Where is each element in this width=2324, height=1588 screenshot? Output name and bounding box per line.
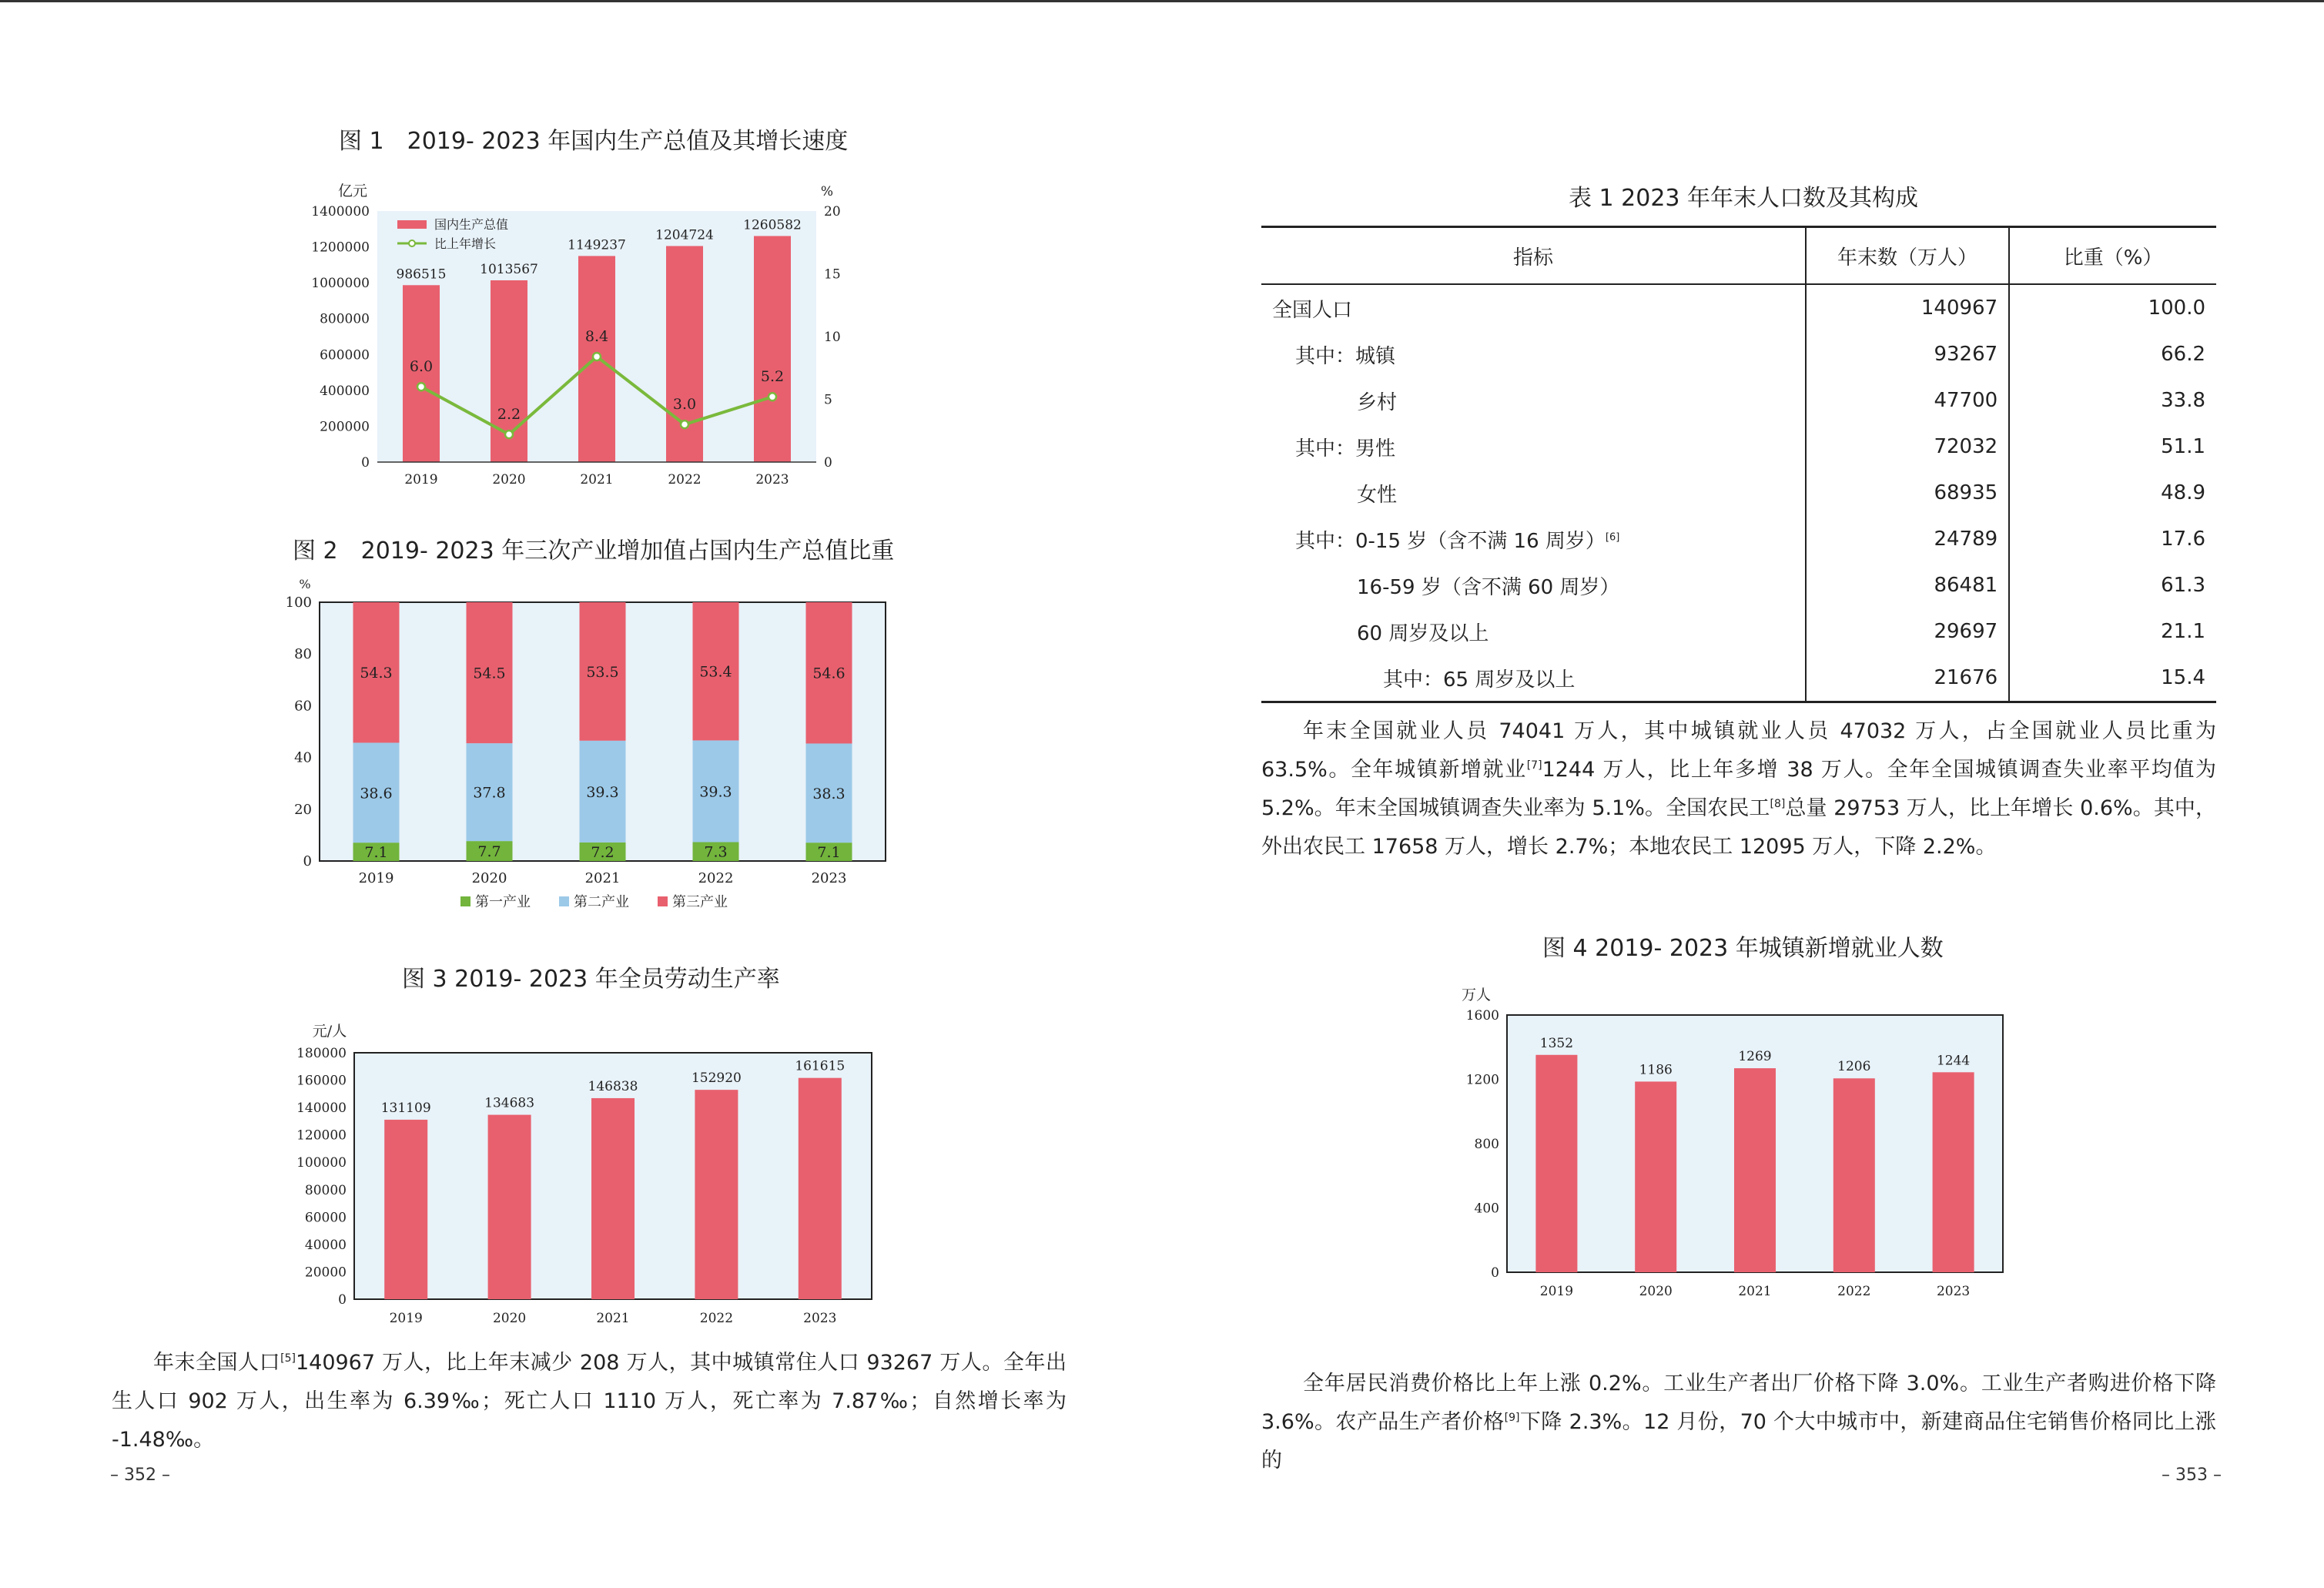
y-axis-unit: % — [299, 577, 311, 591]
x-tick-label: 2023 — [755, 472, 789, 487]
y-tick-label: 1000000 — [311, 276, 370, 292]
segment-label: 37.8 — [473, 784, 506, 802]
y2-tick-label: 20 — [824, 204, 841, 219]
y-tick-label: 1600 — [1465, 1008, 1499, 1023]
row-value: 21676 — [1806, 655, 2009, 702]
segment-label: 53.5 — [586, 663, 619, 681]
row-value: 93267 — [1806, 331, 2009, 377]
bar-label: 146838 — [588, 1078, 638, 1094]
row-label-text: 全国人口 — [1272, 298, 1353, 322]
row-share: 66.2 — [2161, 343, 2205, 366]
fig3-chart — [293, 1020, 893, 1332]
row-label-text: 其中：男性 — [1295, 437, 1396, 461]
bar-label: 1244 — [1936, 1053, 1971, 1069]
para-text: 下降 2.3%。12 月份，70 个大中城市中，新建商品住宅销售价格同比上涨的 — [1261, 1410, 2216, 1472]
para-text: 年末全国就业人员 74041 万人，其中城镇就业人员 47032 万人，占全国就业人员比重为 63.5%。全年城镇新增就业 — [1261, 719, 2216, 782]
growth-point — [769, 393, 776, 400]
bar — [1833, 1078, 1875, 1272]
x-tick-label: 2022 — [698, 870, 734, 886]
segment-label: 39.3 — [586, 783, 619, 801]
row-share: 15.4 — [2161, 666, 2205, 689]
growth-point — [505, 431, 513, 438]
y-tick-label: 800 — [1474, 1137, 1499, 1152]
y2-tick-label: 10 — [824, 330, 841, 345]
footnote-ref-8[interactable]: [8] — [1770, 798, 1786, 810]
row-share: 17.6 — [2161, 528, 2205, 551]
x-tick-label: 2023 — [1936, 1284, 1971, 1299]
y2-tick-label: 0 — [824, 455, 832, 471]
x-tick-label: 2023 — [811, 870, 847, 886]
segment-label: 53.4 — [699, 663, 732, 681]
row-label — [1261, 377, 1806, 424]
segment-label: 54.3 — [360, 665, 393, 682]
legend-label-growth: 比上年增长 — [434, 236, 497, 251]
y-tick-label: 600000 — [320, 347, 370, 363]
y-tick-label: 140000 — [296, 1101, 347, 1117]
x-tick-label: 2019 — [358, 870, 394, 886]
row-value: 47700 — [1806, 377, 2009, 424]
segment-label: 7.1 — [817, 844, 841, 862]
y-tick-label: 0 — [1491, 1265, 1499, 1281]
right-page — [1162, 0, 2324, 1588]
fig3-svg — [293, 1020, 893, 1332]
para-text: 年末全国人口 — [153, 1351, 281, 1375]
bar — [1535, 1055, 1577, 1272]
row-share: 51.1 — [2161, 435, 2205, 458]
segment-label: 7.2 — [591, 843, 614, 861]
segment-label: 7.1 — [364, 844, 388, 862]
bar — [384, 1120, 427, 1299]
bar-label: 1269 — [1738, 1049, 1772, 1065]
y2-axis-unit: % — [820, 184, 834, 199]
growth-label: 3.0 — [672, 396, 697, 414]
y-tick-label: 0 — [338, 1292, 347, 1308]
y-tick-label: 400000 — [320, 383, 370, 399]
row-share: 21.1 — [2161, 620, 2205, 643]
y-tick-label: 20000 — [304, 1265, 347, 1281]
growth-label: 6.0 — [409, 358, 434, 376]
y-tick-label: 40000 — [304, 1237, 347, 1253]
row-value: 24789 — [1806, 516, 2009, 562]
y-tick-label: 20 — [294, 801, 312, 818]
growth-point — [593, 353, 601, 360]
y-tick-label: 800000 — [320, 311, 370, 327]
x-tick-label: 2020 — [492, 1311, 527, 1326]
segment-label: 38.3 — [812, 785, 846, 802]
bar-label: 1206 — [1837, 1059, 1871, 1075]
gdp-bar-label: 1013567 — [480, 261, 538, 277]
row-value: 140967 — [1806, 284, 2009, 331]
bar-label: 131109 — [380, 1100, 431, 1116]
table-row — [1261, 608, 2216, 655]
row-value: 86481 — [1806, 562, 2009, 608]
bar — [695, 1090, 738, 1299]
x-tick-label: 2020 — [492, 472, 526, 487]
segment-label: 7.7 — [477, 843, 501, 861]
segment-label: 54.5 — [473, 665, 506, 682]
footnote-ref-5[interactable]: [5] — [280, 1352, 296, 1365]
y-tick-label: 1200 — [1465, 1072, 1499, 1088]
bar — [799, 1078, 842, 1299]
row-value: 29697 — [1806, 608, 2009, 655]
growth-label: 2.2 — [497, 406, 521, 424]
x-tick-label: 2020 — [471, 870, 507, 886]
col-header-share: 比重（%） — [2009, 227, 2216, 285]
table-row — [1261, 424, 2216, 470]
growth-point — [417, 383, 425, 390]
table-row — [1261, 377, 2216, 424]
col-header-indicator: 指标 — [1261, 227, 1806, 285]
table-row — [1261, 655, 2216, 702]
row-label — [1261, 424, 1806, 470]
y-tick-label: 0 — [361, 455, 370, 471]
row-label — [1261, 284, 1806, 331]
row-label — [1261, 470, 1806, 516]
y-tick-label: 100000 — [296, 1155, 347, 1171]
gdp-bar — [666, 246, 703, 462]
page-number-left: – 352 – — [110, 1466, 170, 1485]
growth-label: 5.2 — [760, 368, 785, 386]
fig1-svg — [293, 179, 893, 494]
y-tick-label: 0 — [303, 853, 312, 869]
x-tick-label: 2021 — [596, 1311, 630, 1326]
row-label — [1261, 516, 1806, 562]
segment-label: 7.3 — [704, 843, 728, 861]
bar-label: 134683 — [484, 1095, 535, 1111]
legend-swatch — [559, 896, 569, 906]
legend-label-gdp: 国内生产总值 — [434, 217, 509, 232]
para-text: 140967 万人，比上年末减少 208 万人，其中城镇常住人口 93267 万人。全年出生人口 902 万人，出生率为 6.39‰；死亡人口 1110 万人，死亡率为 7.87‰；自然增长率为 -1.48‰。 — [112, 1351, 1067, 1452]
x-tick-label: 2019 — [389, 1311, 423, 1326]
row-label-text: 60 周岁及以上 — [1357, 621, 1489, 645]
fig4-chart — [1447, 986, 2032, 1302]
para-text: 全年居民消费价格比上年上涨 0.2%。工业生产者出厂价格下降 3.0%。工业生产者购进价格下降 3.6%。农产品生产者价格 — [1261, 1372, 2216, 1434]
legend-marker-growth — [409, 240, 415, 246]
fig2-chart — [285, 578, 901, 916]
bar — [1635, 1081, 1676, 1272]
bar-label: 1186 — [1639, 1062, 1673, 1078]
population-table — [1261, 226, 2216, 703]
para-text: 1244 万人，比上年多增 38 万人。全年全国城镇调查失业率平均值为 5.2%。年末全国城镇调查失业率为 5.1%。全国农民工 — [1261, 758, 2216, 820]
footnote-ref-7[interactable]: [7] — [1526, 759, 1542, 772]
y-tick-label: 400 — [1474, 1201, 1499, 1217]
table-row — [1261, 562, 2216, 608]
growth-point — [681, 420, 688, 428]
x-tick-label: 2021 — [1738, 1284, 1772, 1299]
col-header-value: 年末数（万人） — [1806, 227, 2009, 285]
bar — [488, 1115, 531, 1299]
fig1-title: 图 1 2019- 2023 年国内生产总值及其增长速度 — [339, 128, 849, 155]
y-axis-unit: 元/人 — [312, 1023, 347, 1040]
segment-label: 39.3 — [699, 783, 732, 801]
x-tick-label: 2022 — [1837, 1284, 1871, 1299]
legend-swatch — [658, 896, 668, 906]
table-header-row — [1261, 227, 2216, 285]
y-axis-unit: 亿元 — [337, 183, 368, 199]
gdp-bar-label: 986515 — [396, 266, 447, 283]
y-tick-label: 160000 — [296, 1073, 347, 1089]
bar-label: 161615 — [795, 1058, 846, 1074]
row-label — [1261, 655, 1806, 702]
table-row — [1261, 516, 2216, 562]
population-paragraph — [112, 1344, 1067, 1459]
x-tick-label: 2019 — [1539, 1284, 1574, 1299]
bar — [1734, 1068, 1776, 1272]
footnote-ref-9[interactable]: [9] — [1504, 1412, 1520, 1424]
y-tick-label: 1200000 — [311, 240, 370, 256]
row-label-text: 16-59 岁（含不满 60 周岁） — [1357, 575, 1620, 599]
employment-paragraph — [1261, 712, 2216, 866]
page-number-right: – 353 – — [2162, 1466, 2222, 1485]
y-tick-label: 180000 — [296, 1046, 347, 1061]
row-label-text: 乡村 — [1357, 390, 1398, 414]
gdp-bar — [754, 236, 791, 462]
x-tick-label: 2019 — [404, 472, 438, 487]
legend-label: 第二产业 — [574, 894, 629, 910]
table1-title: 表 1 2023 年年末人口数及其构成 — [1569, 185, 1919, 212]
gdp-bar-label: 1149237 — [568, 237, 626, 253]
table-row — [1261, 331, 2216, 377]
bar — [591, 1098, 635, 1299]
segment-label: 38.6 — [360, 785, 393, 802]
legend-swatch — [460, 896, 470, 906]
x-tick-label: 2021 — [584, 870, 621, 886]
y-tick-label: 120000 — [296, 1127, 347, 1144]
fig3-title: 图 3 2019- 2023 年全员劳动生产率 — [402, 966, 780, 993]
fig2-title: 图 2 2019- 2023 年三次产业增加值占国内生产总值比重 — [293, 538, 895, 565]
y-tick-label: 1400000 — [311, 204, 370, 219]
row-share: 61.3 — [2161, 574, 2205, 597]
y-tick-label: 40 — [294, 749, 312, 766]
row-label — [1261, 331, 1806, 377]
gdp-bar-label: 1260582 — [743, 217, 802, 233]
row-label — [1261, 608, 1806, 655]
segment-label: 54.6 — [812, 665, 846, 682]
para-text: 总量 29753 万人，比上年增长 0.6%。其中，外出农民工 17658 万人，增长 2.7%；本地农民工 12095 万人，下降 2.2%。 — [1261, 796, 2216, 859]
legend-label: 第三产业 — [672, 894, 728, 910]
bar — [1933, 1072, 1974, 1272]
legend-label: 第一产业 — [475, 894, 531, 910]
bar-label: 152920 — [691, 1070, 742, 1087]
table-row — [1261, 284, 2216, 331]
row-share: 100.0 — [2148, 296, 2205, 320]
bar-label: 1352 — [1539, 1035, 1574, 1051]
row-share: 48.9 — [2161, 481, 2205, 504]
row-label — [1261, 562, 1806, 608]
y2-tick-label: 5 — [824, 392, 832, 408]
row-share: 33.8 — [2161, 389, 2205, 412]
fig4-title: 图 4 2019- 2023 年城镇新增就业人数 — [1542, 935, 1944, 962]
y-tick-label: 80000 — [304, 1182, 347, 1198]
fig4-svg — [1447, 986, 2032, 1302]
y2-tick-label: 15 — [824, 266, 841, 283]
y-axis-unit: 万人 — [1461, 987, 1492, 1003]
y-tick-label: 80 — [294, 646, 312, 663]
y-tick-label: 100 — [285, 595, 312, 611]
fig1-chart — [293, 179, 893, 494]
x-tick-label: 2020 — [1639, 1284, 1673, 1299]
y-tick-label: 200000 — [320, 419, 370, 435]
row-label-text: 其中：65 周岁及以上 — [1383, 668, 1576, 692]
growth-label: 8.4 — [584, 328, 609, 346]
y-tick-label: 60 — [294, 698, 312, 715]
x-tick-label: 2022 — [668, 472, 702, 487]
x-tick-label: 2022 — [699, 1311, 734, 1326]
row-label-text: 女性 — [1357, 483, 1398, 507]
price-paragraph — [1261, 1365, 2216, 1472]
legend-swatch-gdp — [397, 220, 427, 229]
row-value: 72032 — [1806, 424, 2009, 470]
table-row — [1261, 470, 2216, 516]
footnote-ref-6[interactable]: [6] — [1605, 531, 1620, 543]
fig2-svg — [285, 578, 901, 916]
row-value: 68935 — [1806, 470, 2009, 516]
x-tick-label: 2023 — [803, 1311, 837, 1326]
row-label-text: 其中：城镇 — [1295, 344, 1396, 368]
row-label-text: 其中：0-15 岁（含不满 16 周岁） — [1295, 529, 1606, 553]
x-tick-label: 2021 — [580, 472, 614, 487]
y-tick-label: 60000 — [304, 1210, 347, 1226]
gdp-bar-label: 1204724 — [655, 227, 714, 243]
